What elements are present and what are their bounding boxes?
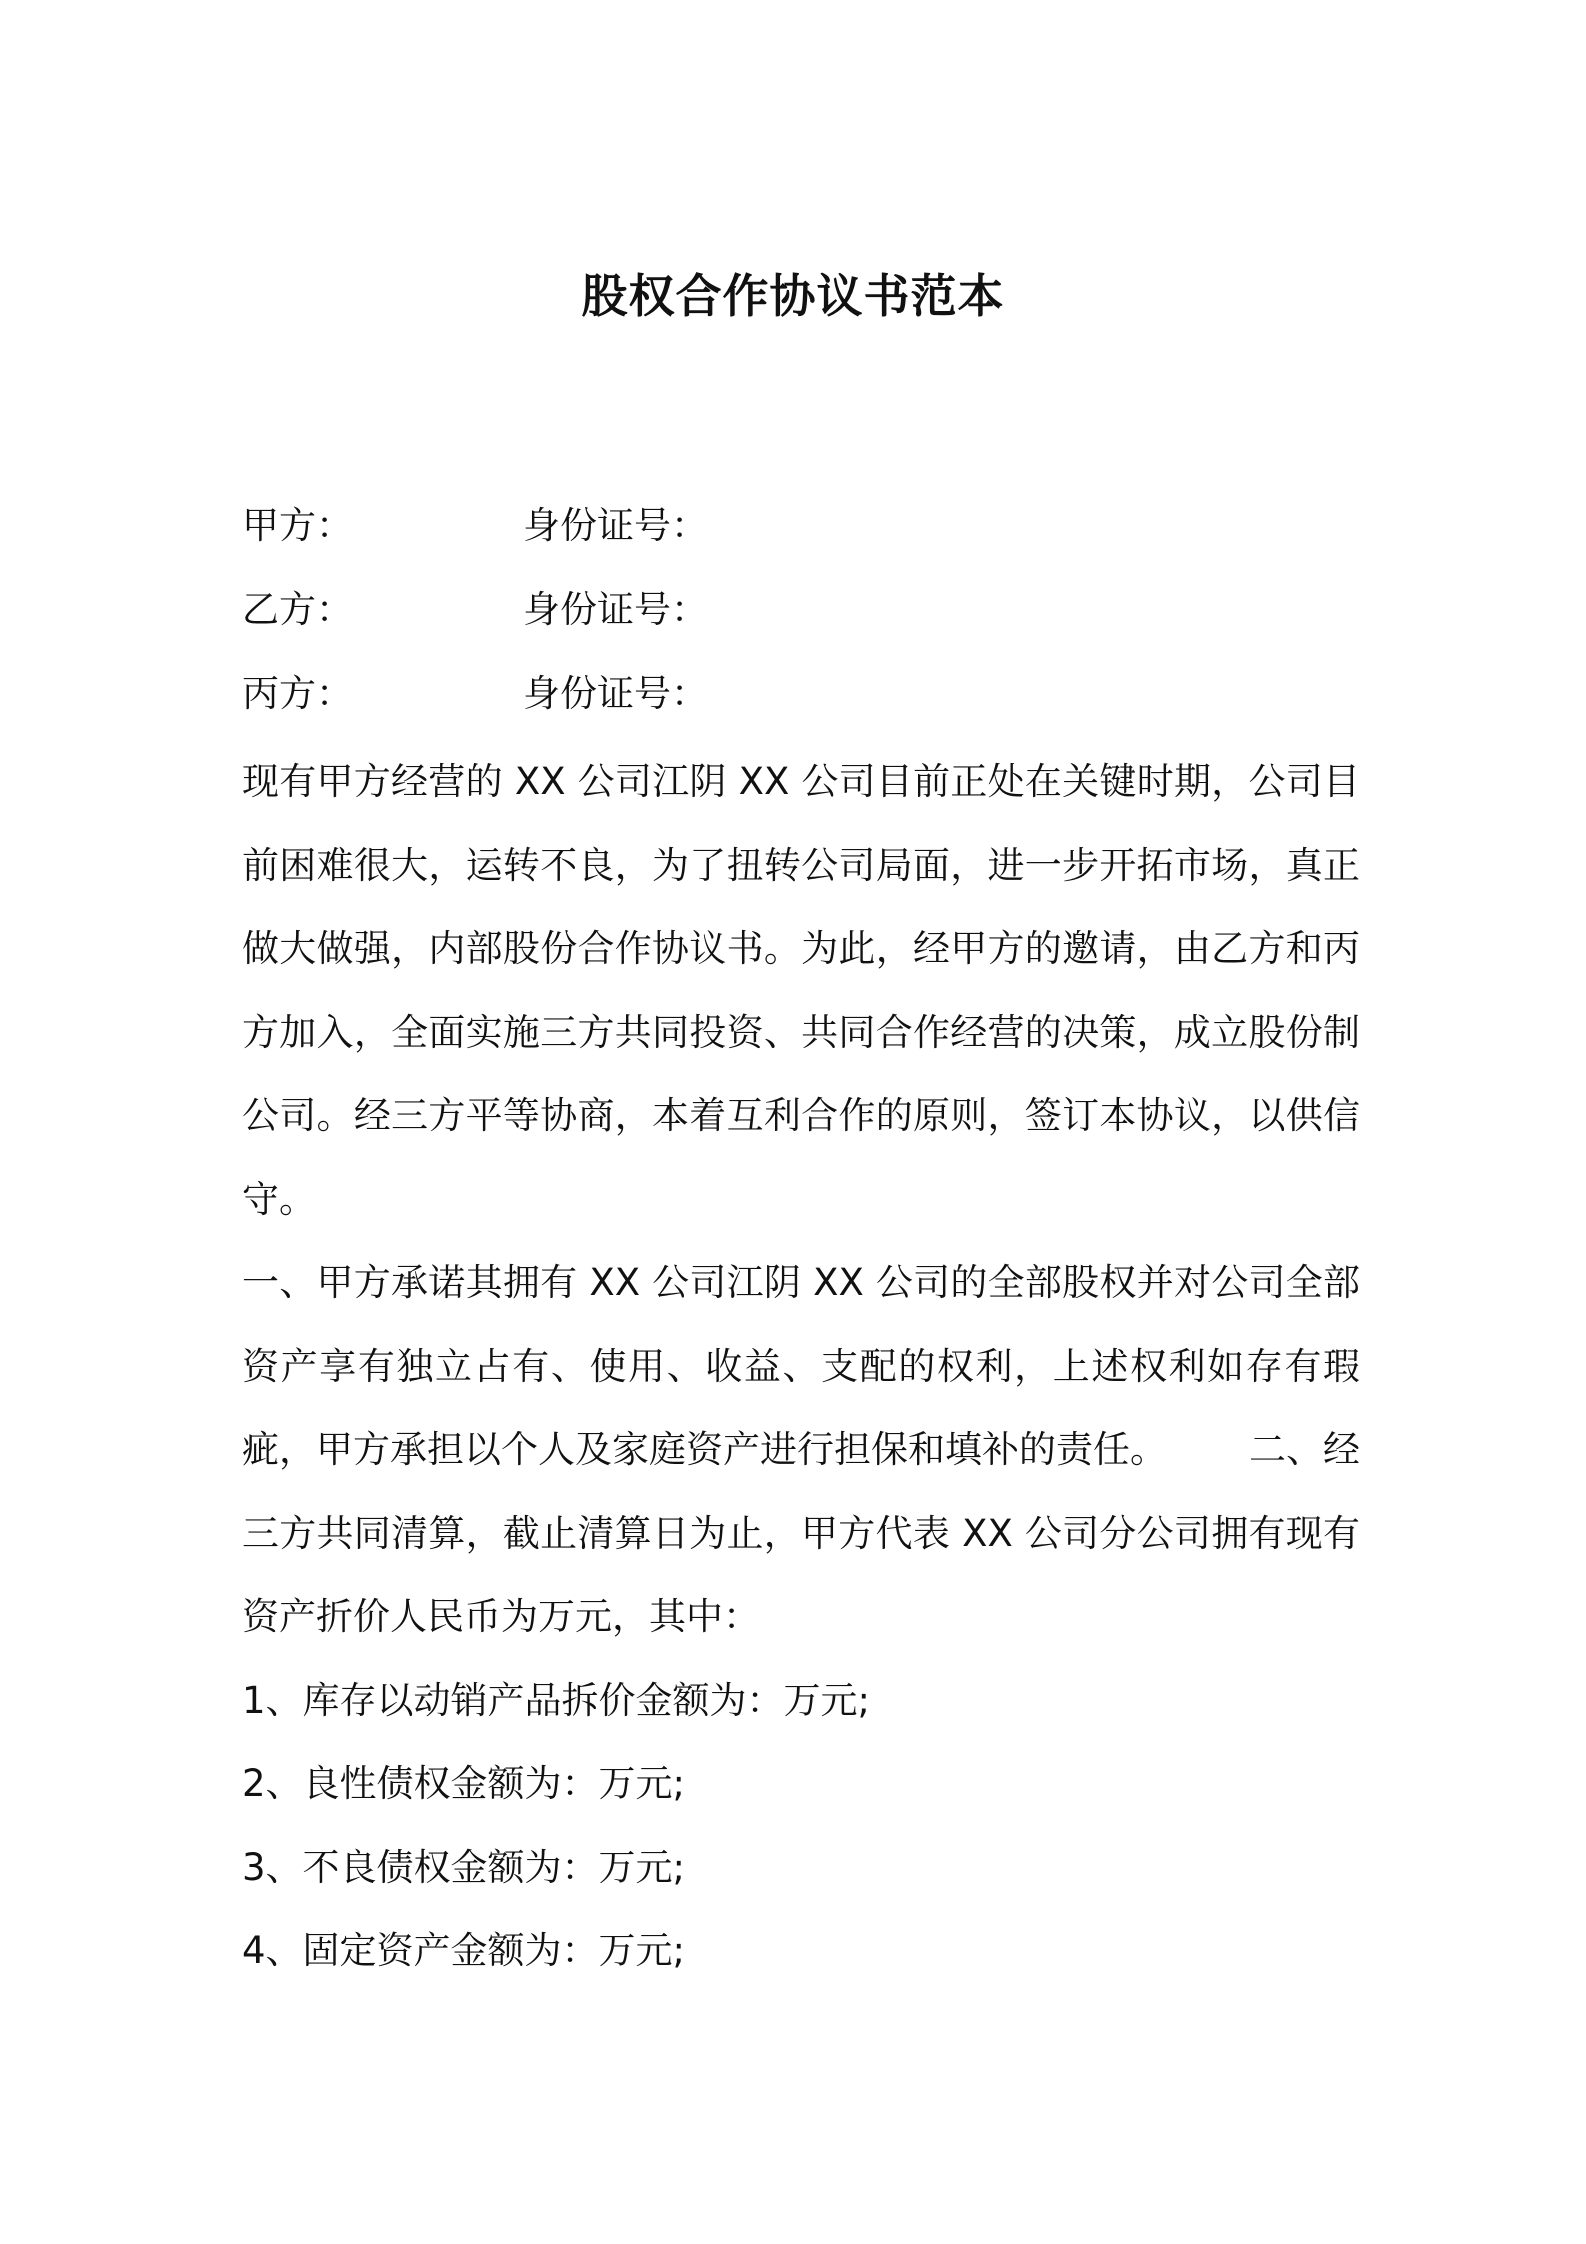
intro-paragraph: 现有甲方经营的 XX 公司江阴 XX 公司目前正处在关键时期，公司目前困难很大，运转不良，为了扭转公司局面，进一步开拓市场，真正做大做强，内部股份合作协议书。为此，经甲方的邀请，由乙方和丙方加入，全面实施三方共同投资、共同合作经营的决策，成立股份制公司。经三方平等协商，本着互利合作的原则，签订本协议，以供信守。 xyxy=(242,760,1360,1221)
list-item: 4、固定资产金额为：万元; xyxy=(242,1929,686,1972)
list-item: 1、库存以动销产品拆价金额为：万元; xyxy=(242,1678,871,1722)
clauses-paragraph xyxy=(242,1241,1360,1659)
party-b-id-label: 身份证号： xyxy=(523,588,708,631)
document-body xyxy=(242,740,1360,1993)
list-item: 2、良性债权金额为：万元; xyxy=(242,1762,686,1805)
party-a-id-label: 身份证号： xyxy=(523,504,708,547)
document-title: 股权合作协议书范本 xyxy=(581,269,1005,323)
party-c-id-label: 身份证号： xyxy=(523,672,708,715)
clause-1: 一、甲方承诺其拥有 XX 公司江阴 XX 公司的全部股权并对公司全部资产享有独立占有、使用、收益、支配的权利，上述权利如存有瑕疵，甲方承担以个人及家庭资产进行担保和填补的责任。 xyxy=(242,1261,1360,1471)
clause-2: 二、经三方共同清算，截止清算日为止，甲方代表 XX 公司分公司拥有现有资产折价人民币为万元，其中： xyxy=(242,1428,1360,1638)
party-b-label: 乙方： xyxy=(242,588,353,631)
party-a-label: 甲方： xyxy=(242,504,353,547)
party-c-label: 丙方： xyxy=(242,672,353,715)
list-item: 3、不良债权金额为：万元; xyxy=(242,1845,686,1889)
